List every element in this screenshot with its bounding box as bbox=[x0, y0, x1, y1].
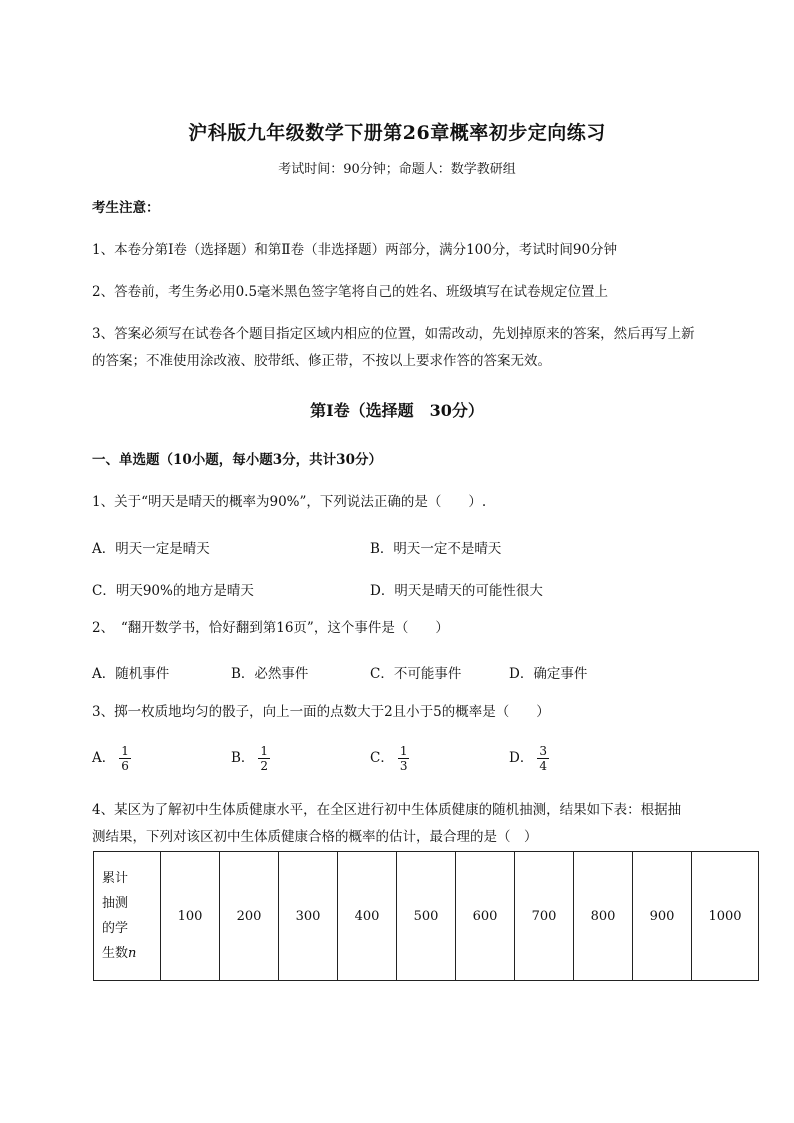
table-cell: 100 bbox=[161, 852, 220, 981]
note-item-3: 3、答案必须写在试卷各个题目指定区域内相应的位置，如需改动，先划掉原来的答案，然后再写上新 bbox=[92, 326, 695, 342]
question-3-option-c[interactable] bbox=[370, 744, 409, 773]
part-heading: 一、单选题（10小题，每小题3分，共计30分） bbox=[92, 452, 382, 468]
question-1-option-a[interactable]: A．明天一定是晴天 bbox=[92, 541, 210, 557]
option-label: A． bbox=[92, 750, 116, 766]
question-2-option-d[interactable]: D．确定事件 bbox=[509, 666, 588, 682]
option-label: C． bbox=[370, 750, 394, 766]
fraction-denominator: 4 bbox=[539, 759, 547, 773]
question-4-stem-line-1: 4、某区为了解初中生体质健康水平，在全区进行初中生体质健康的随机抽测，结果如下表：根据抽 bbox=[92, 802, 682, 818]
fraction-numerator: 3 bbox=[539, 744, 547, 758]
note-item-3-cont: 的答案；不准使用涂改液、胶带纸、修正带，不按以上要求作答的答案无效。 bbox=[92, 353, 551, 369]
exam-subtitle: 考试时间：90分钟；命题人：数学教研组 bbox=[278, 162, 516, 177]
fraction-denominator: 2 bbox=[260, 759, 269, 773]
table-cell: 900 bbox=[633, 852, 692, 981]
table-cell: 500 bbox=[397, 852, 456, 981]
header-line: 的学 bbox=[102, 921, 129, 936]
question-3-option-d[interactable] bbox=[509, 744, 549, 773]
table-cell: 800 bbox=[574, 852, 633, 981]
question-1-stem: 1、关于“明天是晴天的概率为90%”，下列说法正确的是（ ）. bbox=[92, 494, 487, 510]
table-cell: 200 bbox=[220, 852, 279, 981]
table-cell: 600 bbox=[456, 852, 515, 981]
notes-heading: 考生注意： bbox=[92, 200, 160, 216]
question-3-option-b[interactable] bbox=[231, 744, 270, 773]
table-cell: 300 bbox=[279, 852, 338, 981]
page-title: 沪科版九年级数学下册第26章概率初步定向练习 bbox=[188, 122, 606, 144]
question-2-option-b[interactable]: B．必然事件 bbox=[231, 666, 309, 682]
header-line: 累计 bbox=[102, 871, 129, 886]
fraction bbox=[119, 744, 131, 773]
question-4-stem-line-2: 测结果，下列对该区初中生体质健康合格的概率的估计，最合理的是（ ） bbox=[92, 829, 538, 845]
sampling-table bbox=[93, 851, 759, 981]
table-cell: 1000 bbox=[692, 852, 759, 981]
fraction bbox=[398, 744, 410, 773]
fraction-numerator: 1 bbox=[260, 744, 269, 758]
question-3-option-a[interactable] bbox=[92, 744, 131, 773]
header-line: 抽测 bbox=[102, 896, 129, 911]
fraction-denominator: 6 bbox=[121, 759, 129, 773]
question-2-option-a[interactable]: A．随机事件 bbox=[92, 666, 170, 682]
table-row-header bbox=[94, 852, 161, 981]
question-3-stem: 3、掷一枚质地均匀的骰子，向上一面的点数大于2且小于5的概率是（ ） bbox=[92, 704, 550, 720]
table-cell: 700 bbox=[515, 852, 574, 981]
question-1-option-c[interactable]: C．明天90%的地方是晴天 bbox=[92, 583, 254, 599]
question-2-option-c[interactable]: C．不可能事件 bbox=[370, 666, 462, 682]
question-2-stem: 2、 “翻开数学书，恰好翻到第16页”，这个事件是（ ） bbox=[92, 620, 449, 636]
fraction bbox=[258, 744, 270, 773]
option-label: D． bbox=[509, 750, 534, 766]
option-label: B． bbox=[231, 750, 255, 766]
header-variable: n bbox=[128, 946, 137, 961]
fraction bbox=[537, 744, 549, 773]
header-line-text: 生数 bbox=[102, 946, 129, 961]
section-title: 第Ⅰ卷（选择题 30分） bbox=[310, 401, 484, 420]
note-item-1: 1、本卷分第Ⅰ卷（选择题）和第Ⅱ卷（非选择题）两部分，满分100分，考试时间90分钟 bbox=[92, 242, 618, 258]
question-1-option-b[interactable]: B．明天一定不是晴天 bbox=[370, 541, 502, 557]
table-cell: 400 bbox=[338, 852, 397, 981]
fraction-numerator: 1 bbox=[399, 744, 408, 758]
note-item-2: 2、答卷前，考生务必用0.5毫米黑色签字笔将自己的姓名、班级填写在试卷规定位置上 bbox=[92, 284, 609, 300]
fraction-denominator: 3 bbox=[399, 759, 408, 773]
fraction-numerator: 1 bbox=[121, 744, 129, 758]
table-row bbox=[94, 852, 759, 981]
header-line bbox=[102, 941, 160, 966]
question-1-option-d[interactable]: D．明天是晴天的可能性很大 bbox=[370, 583, 543, 599]
